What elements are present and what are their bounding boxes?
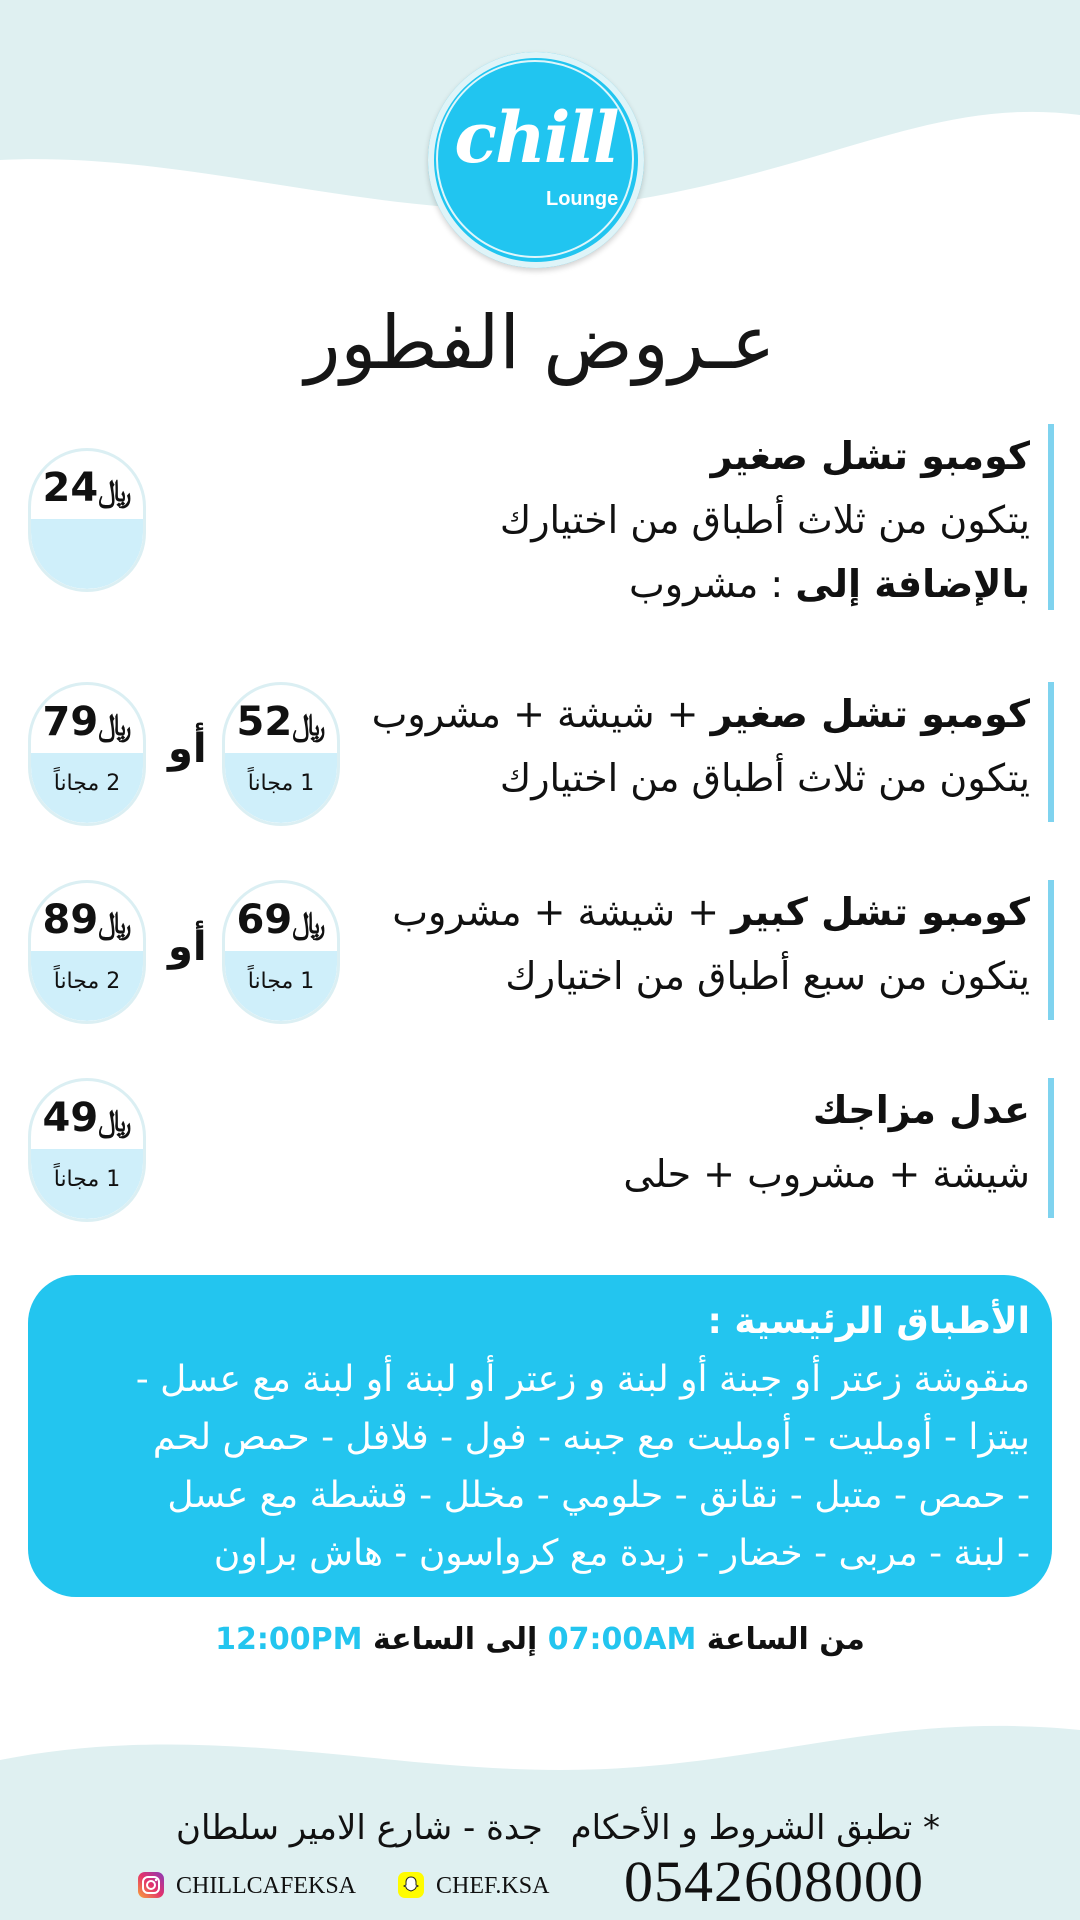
price-value xyxy=(225,699,337,745)
offer-title: كومبو تشل صغير xyxy=(710,434,1030,478)
price-value xyxy=(225,897,337,943)
price-pill xyxy=(222,682,340,826)
currency-icon: ﷼ xyxy=(98,474,132,509)
price-pill xyxy=(28,448,146,592)
currency-icon: ﷼ xyxy=(98,1104,132,1139)
pill-bottom xyxy=(225,951,337,1021)
phone-number[interactable]: 0542608000 xyxy=(624,1849,924,1914)
currency-icon: ﷼ xyxy=(292,906,326,941)
price-value xyxy=(31,897,143,943)
currency-icon: ﷼ xyxy=(98,906,132,941)
price-number: 69 xyxy=(236,897,293,943)
offer-title-rest: + شيشة + مشروب xyxy=(371,692,711,736)
offer-description: يتكون من ثلاث أطباق من اختيارك xyxy=(499,756,1030,800)
pill-bottom xyxy=(31,1149,143,1219)
offer-title xyxy=(370,682,1030,746)
hours-to: 12:00PM xyxy=(215,1622,363,1657)
free-shisha-label: 2 مجاناً xyxy=(53,969,121,994)
currency-icon: ﷼ xyxy=(292,708,326,743)
terms-note: * تطبق الشروط و الأحكام xyxy=(570,1808,940,1848)
offer-extra-value: : مشروب xyxy=(628,562,796,606)
snapchat-icon[interactable] xyxy=(398,1872,424,1898)
price-pill xyxy=(28,682,146,826)
offer-extra xyxy=(370,552,1030,616)
page-title: عـروض الفطور xyxy=(304,300,776,386)
main-dishes-line: بيتزا - أومليت - أومليت مع جبنه - فول - فلافل - حمص لحم xyxy=(152,1417,1030,1458)
hours-from: 07:00AM xyxy=(547,1622,697,1657)
offer-small-combo xyxy=(370,424,1054,610)
price-number: 24 xyxy=(42,465,99,511)
instagram-handle[interactable]: CHILLCAFEKSA xyxy=(176,1873,357,1899)
logo-subtitle: Lounge xyxy=(546,188,619,210)
price-number: 52 xyxy=(236,699,293,745)
offer-mood-adjuster xyxy=(370,1078,1054,1218)
opening-hours xyxy=(0,1622,1080,1657)
offer-large-combo-shisha xyxy=(370,880,1054,1020)
price-value xyxy=(31,465,143,511)
instagram-icon[interactable] xyxy=(138,1872,164,1898)
free-shisha-label: 1 مجاناً xyxy=(247,969,315,994)
price-value xyxy=(31,699,143,745)
price-pill xyxy=(28,880,146,1024)
price-number: 49 xyxy=(42,1095,99,1141)
main-dishes-line: منقوشة زعتر أو جبنة أو لبنة و زعتر أو لبنة أو لبنة مع عسل - xyxy=(135,1359,1030,1400)
offer-description: شيشة + مشروب + حلى xyxy=(623,1152,1030,1196)
offer-extra-label: بالإضافة إلى xyxy=(795,562,1030,606)
offer-title-bold: كومبو تشل صغير xyxy=(710,692,1030,736)
pill-bottom xyxy=(31,753,143,823)
offer-title-rest: + شيشة + مشروب xyxy=(392,890,732,934)
offer-title-bold: كومبو تشل كبير xyxy=(731,890,1030,934)
pill-bottom xyxy=(31,951,143,1021)
or-label: أو xyxy=(168,726,207,772)
offer-small-combo-shisha xyxy=(370,682,1054,822)
price-number: 89 xyxy=(42,897,99,943)
currency-icon: ﷼ xyxy=(98,708,132,743)
price-pill xyxy=(28,1078,146,1222)
offer-title: عدل مزاجك xyxy=(812,1088,1030,1132)
offer-title xyxy=(370,880,1030,944)
free-shisha-label: 2 مجاناً xyxy=(53,771,121,796)
hours-to-label: إلى الساعة xyxy=(362,1622,548,1657)
snapchat-handle[interactable]: CHEF.KSA xyxy=(436,1873,550,1899)
offer-description: يتكون من سبع أطباق من اختيارك xyxy=(505,954,1030,998)
main-dishes-line: - حمص - متبل - نقانق - حلومي - مخلل - قشطة مع عسل xyxy=(167,1475,1030,1516)
price-value xyxy=(31,1095,143,1141)
hours-from-label: من الساعة xyxy=(696,1622,865,1657)
free-shisha-label: 1 مجاناً xyxy=(247,771,315,796)
price-pill xyxy=(222,880,340,1024)
pill-bottom xyxy=(31,519,143,589)
price-number: 79 xyxy=(42,699,99,745)
address: جدة - شارع الامير سلطان xyxy=(176,1808,543,1848)
offer-description: يتكون من ثلاث أطباق من اختيارك xyxy=(499,498,1030,542)
free-shisha-label: 1 مجاناً xyxy=(53,1167,121,1192)
main-dishes-line: - لبنة - مربى - خضار - زبدة مع كرواسون - هاش براون xyxy=(213,1533,1030,1574)
or-label: أو xyxy=(168,924,207,970)
chill-lounge-logo xyxy=(428,52,644,268)
main-dishes-box xyxy=(28,1275,1052,1597)
pill-bottom xyxy=(225,753,337,823)
main-dishes-heading: الأطباق الرئيسية : xyxy=(707,1301,1030,1342)
logo-wordmark: chill xyxy=(454,96,618,179)
